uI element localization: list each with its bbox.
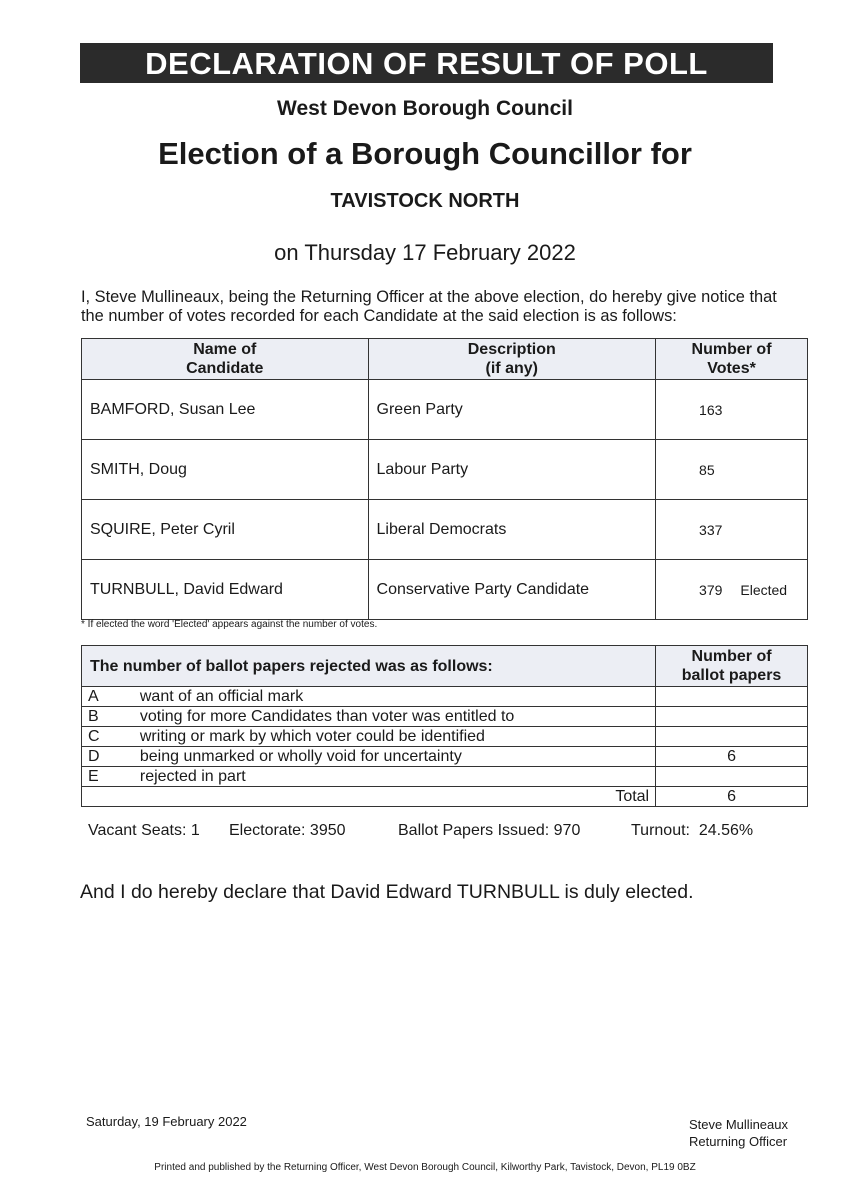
returning-officer-signature	[689, 1116, 788, 1150]
total-count: 6	[656, 787, 808, 807]
candidates-header-row	[82, 339, 808, 380]
ward-name: TAVISTOCK NORTH	[330, 190, 520, 212]
rejection-count	[656, 687, 808, 707]
intro-paragraph: I, Steve Mullineaux, being the Returning Officer at the above election, do hereby give notice that the number of votes recorded for each Candidate at the said election is as follows:	[81, 288, 777, 325]
rejected-row	[82, 707, 808, 727]
candidate-row	[82, 440, 808, 500]
election-date: on Thursday 17 February 2022	[274, 240, 576, 265]
candidate-name: BAMFORD, Susan Lee	[82, 380, 369, 440]
name-column-header: Name of Candidate	[82, 339, 369, 380]
rejection-reason: voting for more Candidates than voter was entitled to	[140, 707, 656, 727]
candidate-row	[82, 380, 808, 440]
candidate-name: SMITH, Doug	[82, 440, 369, 500]
rejection-count	[656, 707, 808, 727]
votes-footnote: * If elected the word 'Elected' appears against the number of votes.	[81, 619, 378, 630]
rejection-reason: rejected in part	[140, 767, 656, 787]
declaration-statement: And I do hereby declare that David Edward TURNBULL is duly elected.	[80, 881, 694, 903]
electorate: Electorate: 3950	[229, 822, 346, 839]
council-name: West Devon Borough Council	[277, 97, 573, 120]
candidate-votes: 163	[656, 380, 808, 440]
total-label: Total	[82, 787, 656, 807]
votes-column-header: Number of Votes*	[656, 339, 808, 380]
rejection-count	[656, 767, 808, 787]
rejection-letter: B	[82, 707, 140, 727]
rejected-header: The number of ballot papers rejected was as follows:	[82, 646, 656, 687]
officer-title: Returning Officer	[689, 1134, 788, 1149]
rejected-row	[82, 747, 808, 767]
rejection-letter: E	[82, 767, 140, 787]
description-column-header: Description (if any)	[368, 339, 656, 380]
rejection-letter: A	[82, 687, 140, 707]
imprint: Printed and published by the Returning Officer, West Devon Borough Council, Kilworthy Park, Tavistock, Devon, PL19 0BZ	[154, 1162, 696, 1173]
rejected-row	[82, 767, 808, 787]
election-title: Election of a Borough Councillor for	[158, 136, 692, 171]
candidate-name: SQUIRE, Peter Cyril	[82, 500, 369, 560]
elected-marker: Elected	[740, 581, 788, 598]
candidate-votes: 337	[656, 500, 808, 560]
rejection-letter: D	[82, 747, 140, 767]
rejection-reason: want of an official mark	[140, 687, 656, 707]
vacant-seats: Vacant Seats: 1	[88, 822, 200, 839]
candidate-description: Green Party	[368, 380, 656, 440]
candidate-votes: 85	[656, 440, 808, 500]
rejection-reason: writing or mark by which voter could be identified	[140, 727, 656, 747]
candidate-name: TURNBULL, David Edward	[82, 560, 369, 620]
candidate-row	[82, 560, 808, 620]
turnout: Turnout: 24.56%	[631, 822, 754, 839]
rejected-row	[82, 727, 808, 747]
rejected-ballots-table	[81, 645, 808, 807]
candidate-votes: 379 Elected	[656, 560, 808, 620]
rejection-reason: being unmarked or wholly void for uncertainty	[140, 747, 656, 767]
rejection-count	[656, 727, 808, 747]
rejected-header-row	[82, 646, 808, 687]
ballot-count-header: Number of ballot papers	[656, 646, 808, 687]
rejection-count: 6	[656, 747, 808, 767]
candidate-description: Conservative Party Candidate	[368, 560, 656, 620]
officer-name: Steve Mullineaux	[689, 1117, 788, 1132]
candidate-description: Liberal Democrats	[368, 500, 656, 560]
rejected-row	[82, 687, 808, 707]
rejection-letter: C	[82, 727, 140, 747]
candidate-row	[82, 500, 808, 560]
signed-date: Saturday, 19 February 2022	[86, 1114, 247, 1129]
candidate-description: Labour Party	[368, 440, 656, 500]
rejected-total-row	[82, 787, 808, 807]
ballot-papers-issued: Ballot Papers Issued: 970	[398, 822, 581, 839]
declaration-banner: DECLARATION OF RESULT OF POLL	[80, 43, 773, 83]
candidates-table	[81, 338, 808, 620]
